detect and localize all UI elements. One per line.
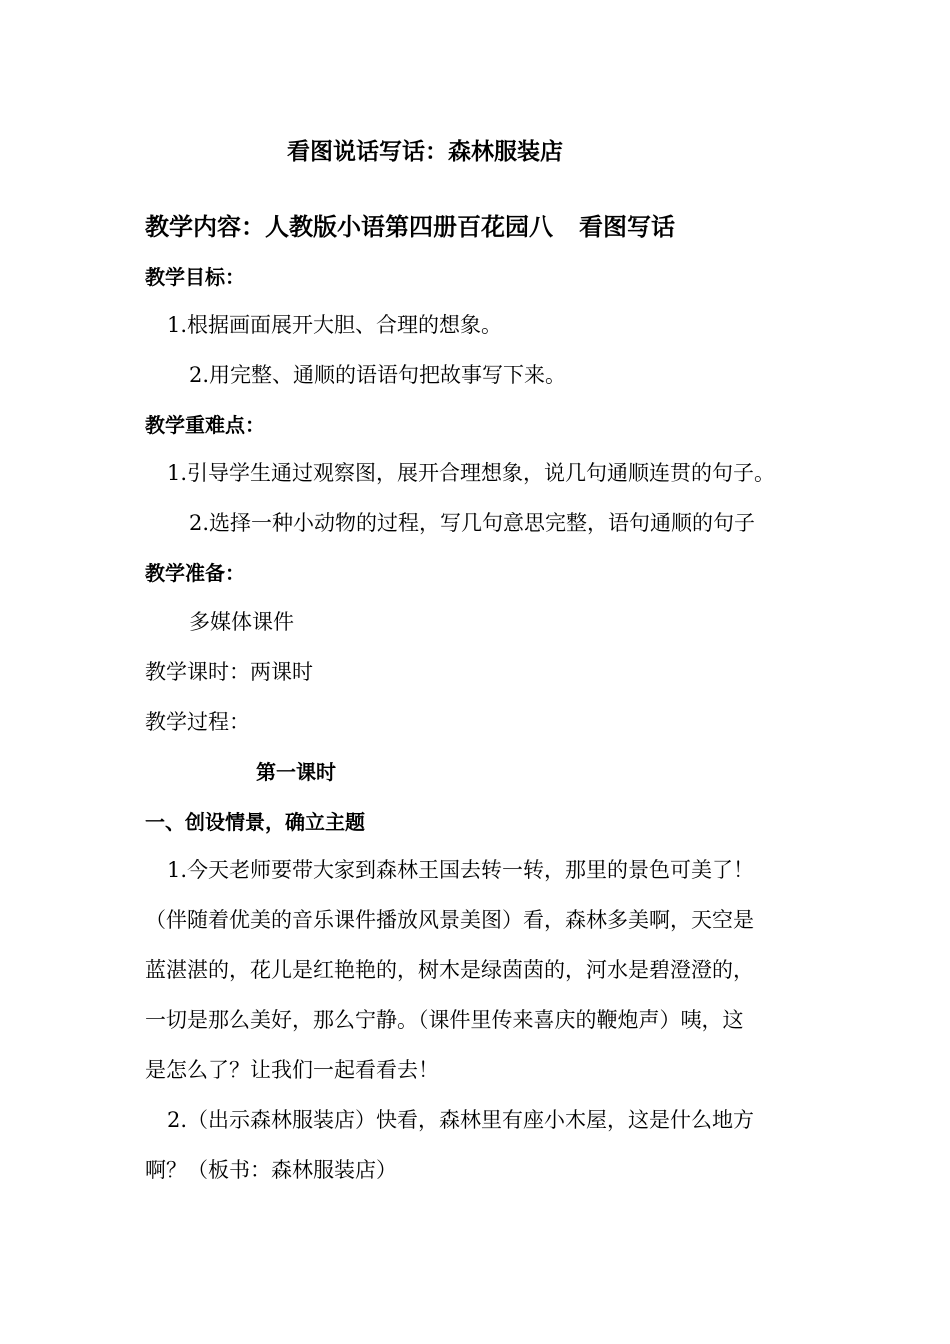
key-points-heading: 教学重难点： bbox=[145, 413, 265, 437]
paragraph-line: 1.今天老师要带大家到森林王国去转一转，那里的景色可美了！ bbox=[167, 858, 755, 882]
teaching-content-text: 人教版小语第四册百花园八 bbox=[265, 212, 553, 241]
objectives-heading: 教学目标： bbox=[145, 265, 245, 289]
preparation-heading: 教学准备： bbox=[145, 561, 245, 585]
section-one-heading: 一、创设情景，确立主题 bbox=[145, 810, 365, 834]
process-heading: 教学过程： bbox=[145, 710, 250, 734]
paragraph-line: （伴随着优美的音乐课件播放风景美图）看，森林多美啊，天空是 bbox=[145, 908, 754, 932]
key-point-item: 1.引导学生通过观察图，展开合理想象，说几句通顺连贯的句子。 bbox=[167, 461, 776, 485]
paragraph-line: 2.（出示森林服装店）快看，森林里有座小木屋，这是什么地方 bbox=[167, 1108, 755, 1132]
objective-item: 1.根据画面展开大胆、合理的想象。 bbox=[167, 313, 503, 337]
key-point-item: 2.选择一种小动物的过程，写几句意思完整，语句通顺的句子 bbox=[189, 511, 756, 535]
periods-line: 教学课时：两课时 bbox=[145, 660, 313, 684]
document-title: 看图说话写话：森林服装店 bbox=[287, 138, 563, 165]
paragraph-line: 啊？（板书：森林服装店） bbox=[145, 1158, 397, 1182]
teaching-content-line bbox=[145, 211, 675, 243]
paragraph-line: 是怎么了？让我们一起看看去！ bbox=[145, 1058, 439, 1082]
paragraph-line: 蓝湛湛的，花儿是红艳艳的，树木是绿茵茵的，河水是碧澄澄的， bbox=[145, 958, 754, 982]
paragraph-line: 一切是那么美好，那么宁静。（课件里传来喜庆的鞭炮声）咦，这 bbox=[145, 1008, 744, 1032]
objective-item: 2.用完整、通顺的语语句把故事写下来。 bbox=[189, 363, 567, 387]
lesson-title: 第一课时 bbox=[256, 760, 336, 784]
preparation-text: 多媒体课件 bbox=[189, 610, 294, 634]
teaching-content-tail: 看图写话 bbox=[579, 212, 675, 241]
teaching-content-label: 教学内容： bbox=[145, 212, 265, 241]
